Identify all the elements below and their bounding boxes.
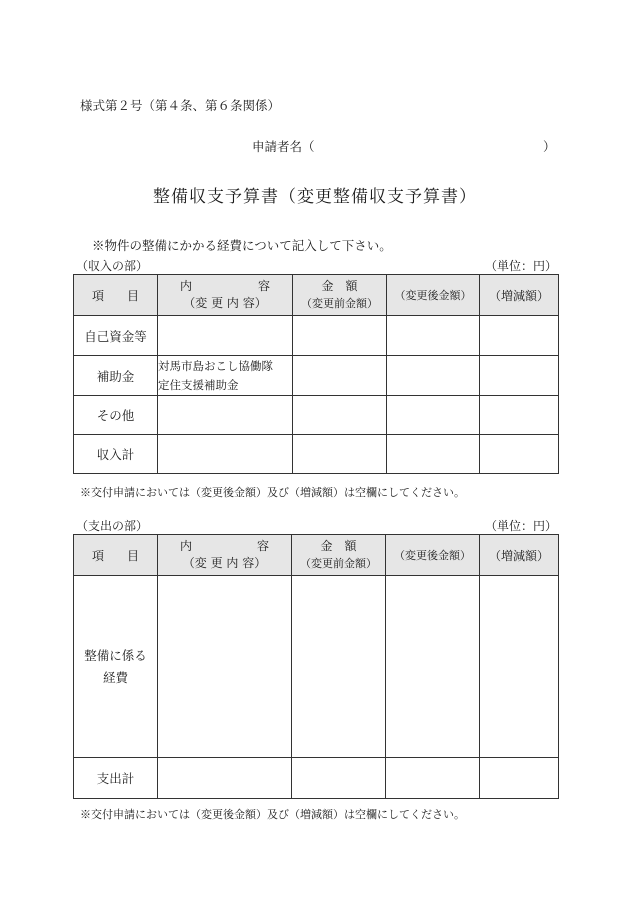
maintenance-label-line1: 整備に係る [84,647,147,663]
amount-cell[interactable] [293,435,387,474]
header-amount-top: 金 額 [320,539,357,553]
content-cell[interactable] [158,758,292,799]
header-diff-amount: （増減額） [480,535,559,576]
expense-unit-label: （単位：円） [485,519,558,533]
after-amount-cell[interactable] [386,758,480,799]
header-content-a: 内 [180,539,193,553]
table-row [74,576,559,758]
header-after-amount: （変更後金額） [387,275,480,316]
row-label-subsidy: 補助金 [74,356,158,396]
header-item [74,535,158,576]
income-unit-label: （単位：円） [485,259,558,273]
header-amount [293,275,387,316]
table-row [74,316,559,356]
income-header-row [74,275,559,316]
header-content-sub: （変 更 内 容） [183,296,267,310]
subsidy-content-line1: 対馬市島おこし協働隊 [158,358,273,373]
diff-cell[interactable] [480,576,559,758]
row-label-maintenance-cost [74,576,158,758]
header-amount-top: 金 額 [321,279,358,293]
diff-cell[interactable] [480,396,559,435]
after-amount-cell[interactable] [387,316,480,356]
instruction-note: ※物件の整備にかかる経費について記入して下さい。 [92,238,392,253]
subsidy-content-line2: 定住支援補助金 [158,377,239,392]
header-after-amount: （変更後金額） [386,535,480,576]
form-number: 様式第２号（第４条、第６条関係） [80,98,281,113]
expense-footnote: ※交付申請においては（変更後金額）及び（増減額）は空欄にしてください。 [80,808,465,821]
table-row [74,356,559,396]
diff-cell[interactable] [480,758,559,799]
expense-section-label: （支出の部） [76,519,149,533]
income-table [73,274,559,474]
after-amount-cell[interactable] [387,396,480,435]
income-section-label: （収入の部） [76,259,149,273]
amount-cell[interactable] [293,356,387,396]
header-item-a: 項 [92,288,105,303]
header-content-sub: （変 更 内 容） [182,556,267,570]
amount-cell[interactable] [293,316,387,356]
content-cell[interactable] [158,356,293,396]
header-content-b: 容 [256,539,269,553]
amount-cell[interactable] [293,396,387,435]
after-amount-cell[interactable] [387,435,480,474]
header-item-b: 目 [126,548,139,563]
maintenance-label-line2: 経費 [102,669,128,685]
amount-cell[interactable] [292,576,386,758]
header-content-b: 容 [257,279,270,293]
expense-table [73,534,559,799]
expense-header-row [74,535,559,576]
content-cell[interactable] [158,576,292,758]
table-row [74,435,559,474]
applicant-name-close: ） [543,139,556,154]
header-content-a: 内 [180,279,193,293]
diff-cell[interactable] [480,316,559,356]
header-diff-amount: （増減額） [480,275,559,316]
row-label-other: その他 [74,396,158,435]
page-title: 整備収支予算書（変更整備収支予算書） [153,187,477,207]
content-cell[interactable] [158,316,293,356]
content-cell[interactable] [158,396,293,435]
after-amount-cell[interactable] [387,356,480,396]
header-amount [292,535,386,576]
row-label-income-total: 収入計 [74,435,158,474]
row-label-expense-total: 支出計 [74,758,158,799]
diff-cell[interactable] [480,356,559,396]
amount-cell[interactable] [292,758,386,799]
header-item [74,275,158,316]
after-amount-cell[interactable] [386,576,480,758]
header-amount-sub: （変更前金額） [300,557,377,570]
applicant-name-label: 申請者名（ [252,139,315,154]
table-row [74,396,559,435]
table-row [74,758,559,799]
content-cell[interactable] [158,435,293,474]
header-content [158,535,292,576]
income-footnote: ※交付申請においては（変更後金額）及び（増減額）は空欄にしてください。 [80,486,465,499]
diff-cell[interactable] [480,435,559,474]
row-label-own-funds: 自己資金等 [74,316,158,356]
header-content [158,275,293,316]
header-amount-sub: （変更前金額） [301,297,378,310]
header-item-b: 目 [126,288,139,303]
header-item-a: 項 [92,548,105,563]
